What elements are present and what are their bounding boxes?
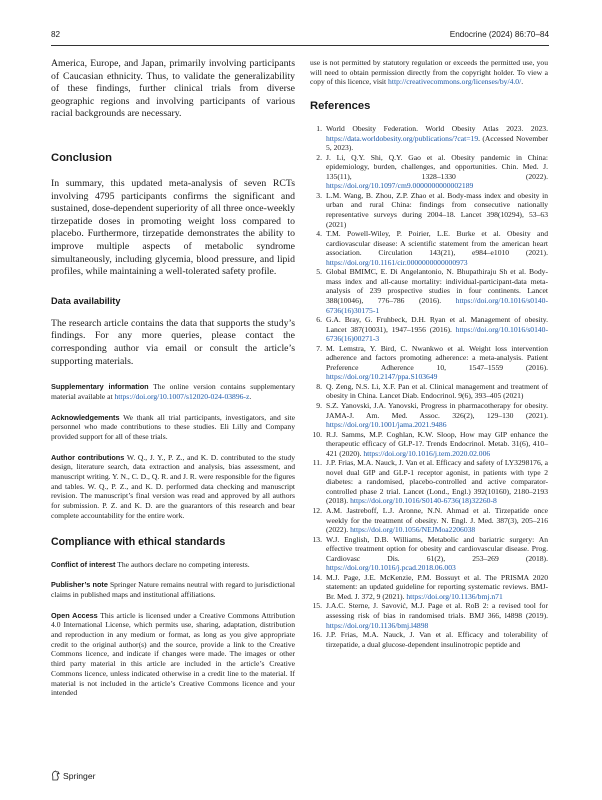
creative-commons-link[interactable]: http://creativecommons.org/licenses/by/4.0/ — [388, 77, 522, 87]
supplementary-link[interactable]: https://doi.org/10.1007/s12020-024-03896-z — [114, 391, 250, 401]
open-access — [51, 611, 295, 698]
reference-item — [310, 401, 548, 430]
reference-item — [310, 315, 548, 344]
reference-number: 5. — [316, 267, 322, 277]
reference-number: 9. — [316, 400, 322, 410]
reference-text: T.M. Powell-Wiley, P. Poirier, L.E. Burke et al. Obesity and cardiovascular disease: A scientific statement from the american heart association. Circulation 143(21), e984–e1010 (2021). — [326, 229, 548, 258]
reference-link[interactable]: https://doi.org/10.1016/s0140-6736(16)30175-1 — [326, 295, 548, 315]
conflict-of-interest — [51, 560, 295, 570]
reference-text: World Obesity Federation. World Obesity Atlas 2023. 2023. — [326, 124, 548, 134]
reference-text: S.Z. Yanovski, J.A. Yanovski, Progress in pharmacotherapy for obesity. JAMA-J. Am. Med. Assoc. 326(2), 129–130 (2021). — [326, 400, 548, 420]
acknowledgements — [51, 413, 295, 442]
springer-horse-icon — [51, 770, 60, 781]
publishers-note — [51, 580, 295, 599]
reference-item — [310, 573, 548, 602]
reference-item — [310, 601, 548, 630]
acknowledgements-text: We thank all trial participants, investigators, and site personnel who made contributions to these studies. Eli Lilly and Company provided support for all of these trials. — [51, 412, 295, 441]
reference-list — [310, 124, 548, 649]
reference-number: 15. — [312, 601, 322, 611]
reference-text: Q. Zeng, N.S. Li, X.F. Pan et al. Clinical management and treatment of obesity in China. Lancet Diab. Endocrinol. 9(6), 393–405 (2021) — [326, 381, 548, 401]
page-header — [51, 30, 549, 42]
publisher-name: Springer — [63, 770, 96, 781]
open-access-text: This article is licensed under a Creative Commons Attribution 4.0 International License, which permits use, sharing, adaptation, distribution and reproduction in any medium or format, as long as you give appropriate credit to the original author(s) and the source, provide a link to the Creative Commons licence, and indicate if changes were made. The images or other third party material in this article are included in the article’s Creative Commons licence, unless indicated otherwise in a credit line to the material. If material is not included in the article’s Creative Commons licence and your intended — [51, 610, 296, 698]
reference-text: A.M. Jastreboff, L.J. Aronne, N.N. Ahmad et al. Tirzepatide once weekly for the treatment of obesity. N. Engl. J. Med. 387(3), 205–216 (2022). — [326, 505, 548, 535]
reference-link[interactable]: https://doi.org/10.1016/j.pcad.2018.06.003 — [326, 563, 456, 573]
header-rule — [51, 45, 549, 46]
reference-item — [310, 535, 548, 573]
supplementary-end: . — [249, 391, 252, 401]
reference-number: 13. — [312, 534, 322, 544]
reference-link[interactable]: https://doi.org/10.2147/ppa.S103649 — [326, 372, 438, 382]
reference-text: M.J. Page, J.E. McKenzie, P.M. Bossuyt et al. The PRISMA 2020 statement: an updated guideline for reporting systematic reviews. BMJ-Br. Med. J. 372, 9 (2021). — [326, 572, 548, 601]
supplementary-note — [51, 382, 295, 401]
publishers-note-text: Springer Nature remains neutral with regard to jurisdictional claims in published maps and institutional affiliations. — [51, 580, 296, 599]
author-contributions-label: Author contributions — [51, 452, 125, 462]
open-access-continued-text: use is not permitted by statutory regulation or exceeds the permitted use, you will need to obtain permission directly from the copyright holder. To view a copy of this licence, visit — [310, 58, 548, 87]
page-number: 82 — [51, 30, 61, 39]
reference-item — [310, 458, 548, 506]
reference-number: 7. — [316, 343, 322, 353]
reference-item — [310, 153, 548, 191]
reference-item — [310, 124, 548, 153]
reference-number: 11. — [312, 458, 322, 468]
reference-text: R.J. Samms, M.P. Coghlan, K.W. Sloop, How may GIP enhance the therapeutic efficacy of GLP-1?. Trends Endocrinol. Metab. 31(6), 410–421 (2020). — [326, 429, 548, 458]
publishers-note-label: Publisher’s note — [51, 580, 108, 590]
reference-number: 4. — [316, 229, 322, 239]
reference-text: J.P. Frias, M.A. Nauck, J. Van et al. Efficacy and tolerability of tirzepatide, a dual glucose-dependent insulinotropic peptide and — [326, 630, 548, 649]
reference-item — [310, 344, 548, 382]
reference-number: 16. — [312, 630, 322, 640]
reference-text: G.A. Bray, G. Fruhbeck, D.H. Ryan et al. Management of obesity. Lancet 387(10031), 1947–1956 (2016). — [326, 315, 548, 334]
reference-item — [310, 191, 548, 229]
reference-link[interactable]: https://doi.org/10.1016/j.tem.2020.02.006 — [363, 448, 491, 458]
author-contributions — [51, 453, 295, 521]
open-access-label: Open Access — [51, 610, 98, 620]
page-footer — [51, 770, 95, 781]
conflict-label: Conflict of interest — [51, 559, 116, 569]
data-availability-heading: Data availability — [51, 295, 121, 306]
reference-item — [310, 229, 548, 267]
author-contributions-text: W. Q., J. Y., P. Z., and K. D. contributed to the study design, literature search, data extraction and analysis, bias assessment, and manuscript writing. Y. N., C. D., Q. R. and J. R. were responsible for the figures and tables. W. Q., P. Z., and K. D. performed data checking and manuscript revision. The manuscript’s final version was read and approved by all authors for submission. P. Z. and K. D. are the guarantors of this research and bear complete accountability for the entire work. — [51, 452, 295, 520]
acknowledgements-label: Acknowledgements — [51, 412, 120, 422]
reference-trailer: . (Accessed November 5, 2023). — [326, 133, 548, 153]
reference-item — [310, 267, 548, 315]
reference-text: J.P. Frias, M.A. Nauck, J. Van et al. Efficacy and safety of LY3298176, a novel dual GIP and GLP-1 receptor agonist, in patients with type 2 diabetes: a randomised, placebo-controlled and active comparator-controlled phase 2 trial. Lancet (Lond., Engl.) 392(10160), 2180–2193 (2018). — [326, 458, 548, 506]
conclusion-heading: Conclusion — [51, 151, 112, 164]
reference-link[interactable]: https://doi.org/10.1161/cir.0000000000000973 — [326, 257, 468, 267]
reference-text: J.A.C. Sterne, J. Savović, M.J. Page et al. RoB 2: a revised tool for assessing risk of bias in randomised trials. BMJ 366, l4898 (2019). — [326, 601, 548, 620]
reference-link[interactable]: https://data.worldobesity.org/publications/?cat=19 — [326, 133, 479, 143]
open-access-end: . — [521, 77, 524, 87]
supplementary-text: The online version contains supplementary material available at — [51, 382, 295, 401]
supplementary-label: Supplementary information — [51, 382, 149, 392]
reference-text: L.M. Wang, B. Zhou, Z.P. Zhao et al. Body-mass index and obesity in urban and rural China: findings from consecutive nationally representative surveys during 2004–18. Lancet 398(10294), 53–63 (2021) — [326, 190, 548, 229]
reference-number: 6. — [316, 315, 322, 325]
reference-item — [310, 430, 548, 459]
reference-link[interactable]: https://doi.org/10.1136/bmj.l4898 — [326, 620, 429, 630]
reference-item — [310, 506, 548, 535]
reference-number: 1. — [316, 124, 322, 134]
reference-number: 12. — [312, 505, 322, 515]
reference-number: 10. — [312, 429, 322, 439]
reference-number: 14. — [312, 572, 322, 582]
data-availability-paragraph: The research article contains the data that supports the study’s findings. For any more queries, please contact the corresponding author via email or consult the article’s supporting materials. — [51, 317, 295, 367]
reference-text: J. Li, Q.Y. Shi, Q.Y. Gao et al. Obesity pandemic in China: epidemiology, burden, challenges, and opportunities. Chin. Med. J. 135(11), 1328–1330 (2022). — [326, 152, 548, 181]
intro-paragraph: America, Europe, and Japan, primarily involving participants of Caucasian ethnicity. Thus, to validate the generalizability of these findings, further clinical trials from diverse geographic regions and involving participants of various racial backgrounds are necessary. — [51, 58, 295, 120]
reference-text: Global BMIMC, E. Di Angelantonio, N. Bhupathiraju Sh et al. Body-mass index and all-cause mortality: individual-participant-data meta-analysis of 239 prospective studies in four continents. Lancet 388(10046), 776–786 (2016). — [326, 267, 548, 305]
reference-item — [310, 382, 548, 401]
reference-link[interactable]: https://doi.org/10.1001/jama.2021.9486 — [326, 420, 447, 430]
conclusion-paragraph: In summary, this updated meta-analysis of seven RCTs involving 4795 participants confirms the significant and sustained, dose-dependent superiority of all three once-weekly tirzepatide doses in promoting weight loss compared to placebo. Furthermore, tirzepatide demonstrates the ability to improve multiple aspects of metabolic syndrome simultaneously, including glycemia, blood pressure, and lipid profiles, while maintaining a well-tolerated safety profile. — [51, 177, 295, 278]
reference-link[interactable]: https://doi.org/10.1097/cm9.0000000000002189 — [326, 181, 474, 191]
references-heading: References — [310, 100, 371, 113]
reference-number: 8. — [316, 381, 322, 391]
reference-item — [310, 630, 548, 649]
journal-citation: Endocrine (2024) 86:70–84 — [449, 30, 549, 39]
left-column — [51, 58, 295, 698]
conflict-text: The authors declare no competing interests. — [117, 559, 250, 569]
reference-link[interactable]: https://doi.org/10.1136/bmj.n71 — [406, 591, 503, 601]
right-column — [310, 58, 548, 649]
reference-link[interactable]: https://doi.org/10.1016/s0140-6736(16)00271-3 — [326, 324, 548, 344]
reference-link[interactable]: https://doi.org/10.1056/NEJMoa2206038 — [350, 525, 476, 535]
reference-number: 2. — [316, 152, 322, 162]
reference-number: 3. — [316, 190, 322, 200]
reference-link[interactable]: https://doi.org/10.1016/S0140-6736(18)32260-8 — [350, 496, 497, 506]
reference-text: M. Lemstra, Y. Bird, C. Nwankwo et al. Weight loss intervention adherence and factors promoting adherence: a meta-analysis. Patient Preference Adherence 10, 1547–1559 (2016). — [326, 343, 548, 372]
reference-text: W.J. English, D.B. Williams, Metabolic and bariatric surgery: An effective treatment option for obesity and cardiovascular disease. Prog. Cardiovasc Dis. 61(2), 253–269 (2018). — [326, 534, 548, 563]
open-access-continued — [310, 58, 548, 87]
compliance-heading: Compliance with ethical standards — [51, 535, 226, 548]
